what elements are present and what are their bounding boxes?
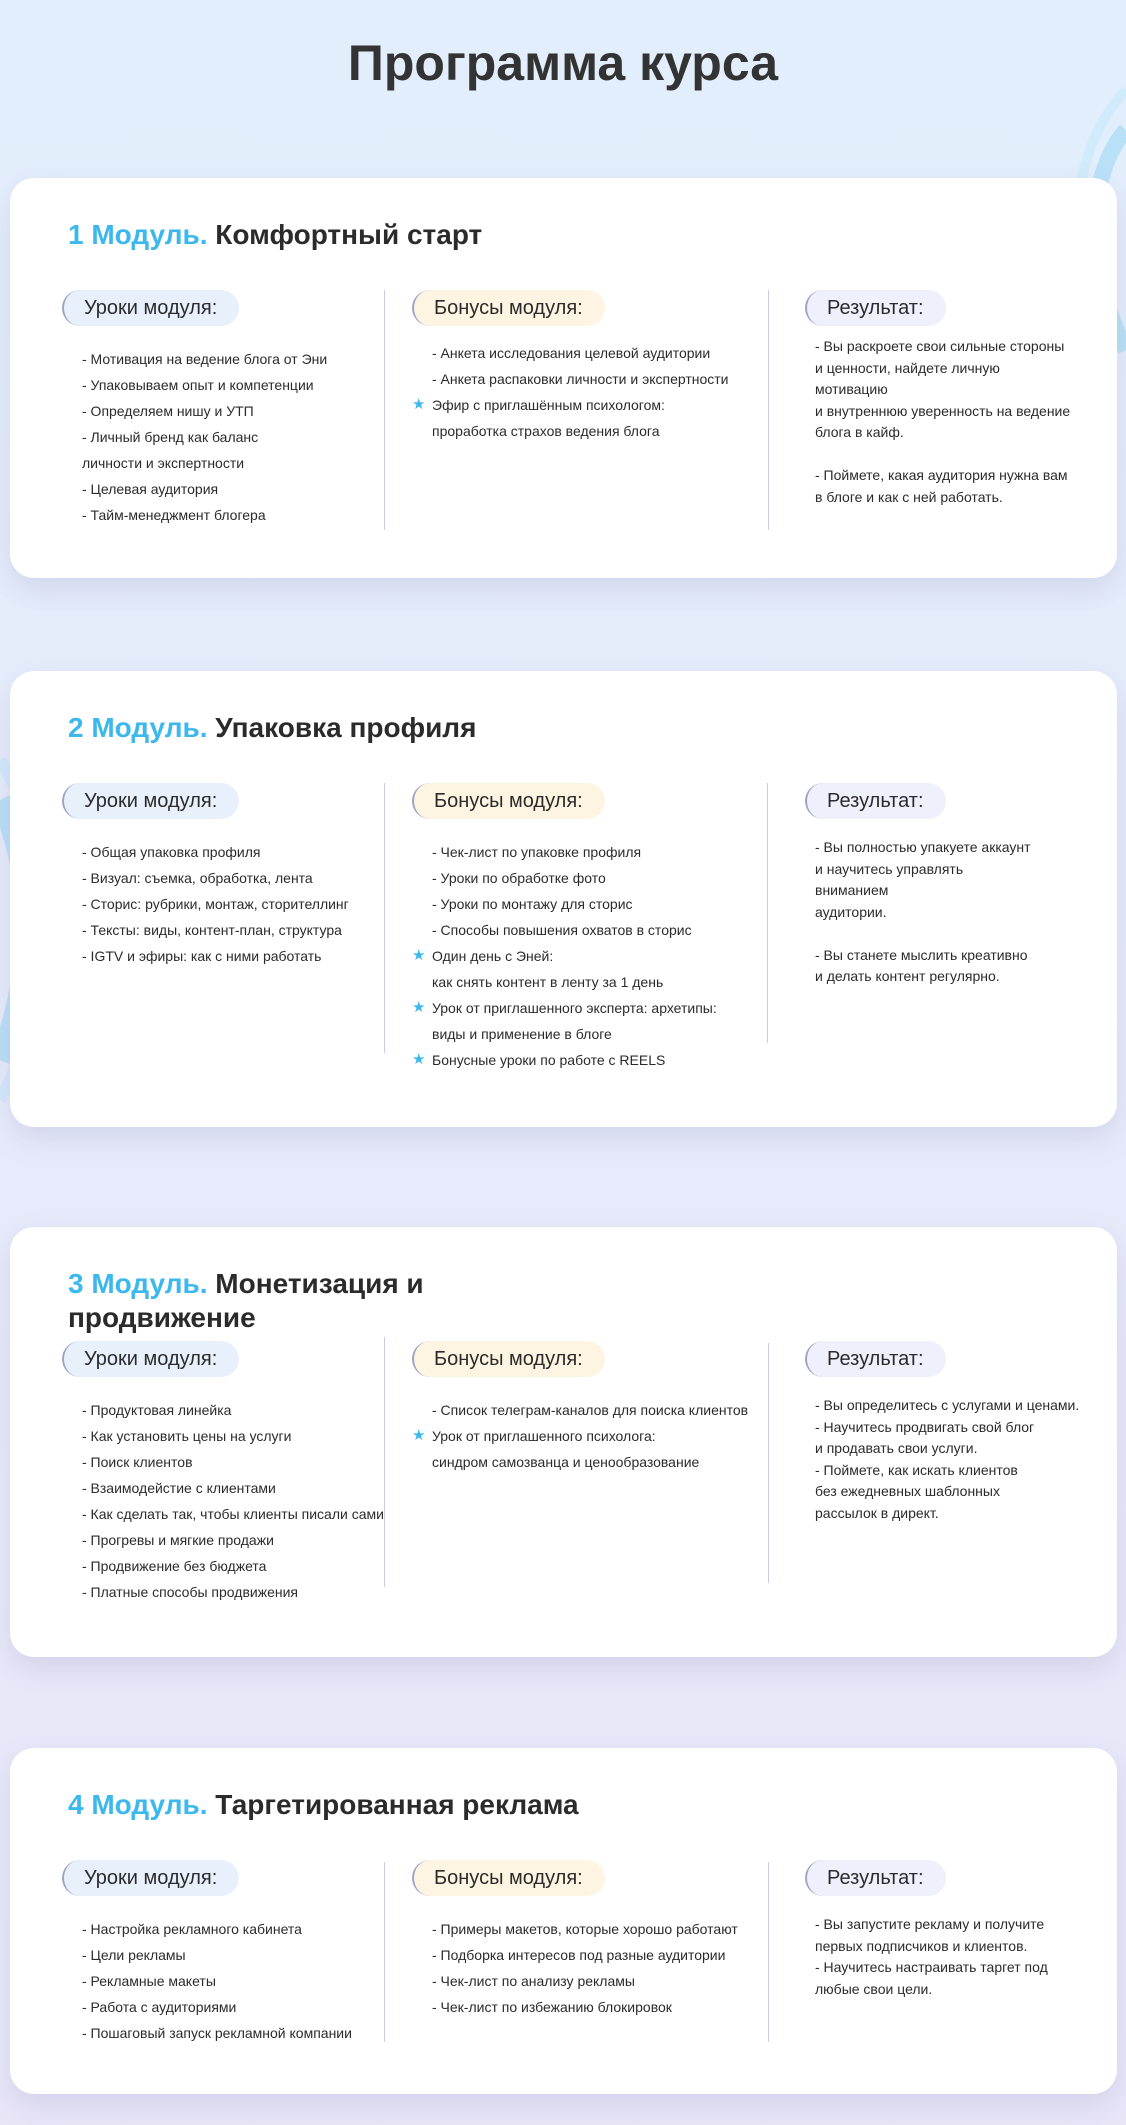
result-column <box>805 1860 1095 2000</box>
bonus-item: - Список телеграм-каналов для поиска клиентов <box>432 1402 749 1418</box>
module-name: Таргетированная реклама <box>215 1789 579 1820</box>
column-divider <box>384 1862 385 2042</box>
lesson-item: - Определяем нишу и УТП <box>82 403 254 419</box>
lesson-item: - Взаимодейстие с клиентами <box>82 1480 276 1496</box>
module-number: 1 Модуль. <box>68 219 208 250</box>
lesson-item: - Сторис: рубрики, монтаж, сторителлинг <box>82 896 349 912</box>
lesson-item: - Мотивация на ведение блога от Эни <box>82 351 328 367</box>
bonus-item: ★ Эфир с приглашённым психологом: проработка страхов ведения блога <box>412 392 752 444</box>
lessons-column <box>62 1860 387 2046</box>
result-label: Результат: <box>805 1860 946 1896</box>
lesson-item: - Работа с аудиториями <box>82 1999 237 2015</box>
bonus-item: - Чек-лист по упаковке профиля <box>432 844 642 860</box>
module-name: Упаковка профиля <box>215 712 477 743</box>
lesson-item: - Визуал: съемка, обработка, лента <box>82 870 313 886</box>
result-label: Результат: <box>805 1341 946 1377</box>
bonus-item: ★ Бонусные уроки по работе с REELS <box>412 1047 752 1073</box>
column-divider <box>768 1343 769 1583</box>
result-label: Результат: <box>805 783 946 819</box>
lessons-list <box>62 1916 387 2046</box>
bonuses-label: Бонусы модуля: <box>412 783 605 819</box>
lesson-item: - Тексты: виды, контент-план, структура <box>82 922 342 938</box>
column-divider <box>384 783 385 1053</box>
module-title <box>68 1267 488 1335</box>
column-divider <box>768 1862 769 2042</box>
bonuses-label: Бонусы модуля: <box>412 290 605 326</box>
bonus-item: - Примеры макетов, которые хорошо работают <box>432 1921 738 1937</box>
lesson-item: - Целевая аудитория <box>82 481 219 497</box>
lessons-list <box>62 1397 387 1605</box>
module-card-3 <box>10 1227 1117 1657</box>
lesson-item: - Поиск клиентов <box>82 1454 193 1470</box>
lesson-item: - Общая упаковка профиля <box>82 844 261 860</box>
bonuses-list <box>412 839 752 1073</box>
result-column <box>805 290 1095 508</box>
bonus-item: ★ Урок от приглашенного эксперта: архетипы: виды и применение в блоге <box>412 995 752 1047</box>
module-number: 4 Модуль. <box>68 1789 208 1820</box>
column-divider <box>384 1337 385 1587</box>
bonus-item: - Чек-лист по избежанию блокировок <box>432 1999 672 2015</box>
bonuses-column <box>412 783 752 1073</box>
column-divider <box>768 290 769 530</box>
bonuses-column <box>412 1860 752 2020</box>
result-text: - Вы определитесь с услугами и ценами. - Научитесь продвигать свой блог и продавать свои услуги. - Поймете, как искать клиентов без ежедневных шаблонных рассылок в директ. <box>815 1397 1080 1521</box>
module-name: Комфортный старт <box>215 219 483 250</box>
lesson-item: - Тайм-менеджмент блогера <box>82 507 266 523</box>
result-column <box>805 783 1095 988</box>
bonus-item: ★ Один день с Эней: как снять контент в ленту за 1 день <box>412 943 752 995</box>
result-column <box>805 1341 1095 1524</box>
result-text: - Вы раскроете свои сильные стороны и ценности, найдете личную мотивацию и внутреннюю уверенность на ведение блога в кайф. - Поймете, какая аудитория нужна вам в блоге и как с ней работать. <box>815 338 1071 505</box>
lesson-item: - Как установить цены на услуги <box>82 1428 292 1444</box>
lesson-item: - IGTV и эфиры: как с ними работать <box>82 948 322 964</box>
lessons-column <box>62 783 387 969</box>
column-divider <box>767 783 768 1043</box>
lesson-item: - Пошаговый запуск рекламной компании <box>82 2025 352 2041</box>
lessons-list <box>62 346 387 528</box>
bonuses-label: Бонусы модуля: <box>412 1860 605 1896</box>
lesson-item: - Платные способы продвижения <box>82 1584 298 1600</box>
module-number: 2 Модуль. <box>68 712 208 743</box>
lesson-item: - Как сделать так, чтобы клиенты писали сами <box>82 1506 384 1522</box>
lesson-item: - Цели рекламы <box>82 1947 186 1963</box>
lesson-item: - Прогревы и мягкие продажи <box>82 1532 274 1548</box>
lesson-item: - Продуктовая линейка <box>82 1402 232 1418</box>
bonuses-column <box>412 290 752 444</box>
result-label: Результат: <box>805 290 946 326</box>
lesson-item: - Продвижение без бюджета <box>82 1558 267 1574</box>
bonus-item: ★ Урок от приглашенного психолога: синдром самозванца и ценообразование <box>412 1423 752 1475</box>
column-divider <box>384 290 385 530</box>
bonus-item: - Анкета распаковки личности и экспертности <box>432 371 729 387</box>
lesson-item: - Рекламные макеты <box>82 1973 216 1989</box>
module-title <box>68 1788 668 1822</box>
bonus-item: - Подборка интересов под разные аудитории <box>432 1947 726 1963</box>
module-name: Монетизация и продвижение <box>68 1268 424 1333</box>
lessons-label: Уроки модуля: <box>62 783 239 819</box>
bonus-item: - Способы повышения охватов в сторис <box>432 922 692 938</box>
bonus-item: - Уроки по обработке фото <box>432 870 606 886</box>
result-text: - Вы запустите рекламу и получите первых подписчиков и клиентов. - Научитесь настраивать таргет под любые свои цели. <box>815 1916 1048 1997</box>
lessons-column <box>62 1341 387 1605</box>
bonuses-list <box>412 340 752 444</box>
module-title <box>68 711 488 745</box>
module-card-4 <box>10 1748 1117 2094</box>
lessons-label: Уроки модуля: <box>62 290 239 326</box>
bonus-item: - Анкета исследования целевой аудитории <box>432 345 711 361</box>
bonuses-column <box>412 1341 752 1475</box>
page-title: Программа курса <box>347 35 779 91</box>
lesson-item: - Упаковываем опыт и компетенции <box>82 377 314 393</box>
bonus-item: - Чек-лист по анализу рекламы <box>432 1973 635 1989</box>
bonuses-label: Бонусы модуля: <box>412 1341 605 1377</box>
module-card-2 <box>10 671 1117 1127</box>
lesson-item: - Настройка рекламного кабинета <box>82 1921 302 1937</box>
bonus-item: - Уроки по монтажу для сторис <box>432 896 633 912</box>
module-title <box>68 218 488 252</box>
bonuses-list <box>412 1397 752 1475</box>
result-text: - Вы полностью упакуете аккаунт и научитесь управлять вниманием аудитории. - Вы станете мыслить креативно и делать контент регулярно. <box>815 839 1031 984</box>
lessons-label: Уроки модуля: <box>62 1860 239 1896</box>
lesson-item: - Личный бренд как баланс личности и экспертности <box>82 429 259 471</box>
bonuses-list <box>412 1916 752 2020</box>
lessons-column <box>62 290 387 528</box>
module-number: 3 Модуль. <box>68 1268 208 1299</box>
module-card-1 <box>10 178 1117 578</box>
lessons-label: Уроки модуля: <box>62 1341 239 1377</box>
lessons-list <box>62 839 387 969</box>
